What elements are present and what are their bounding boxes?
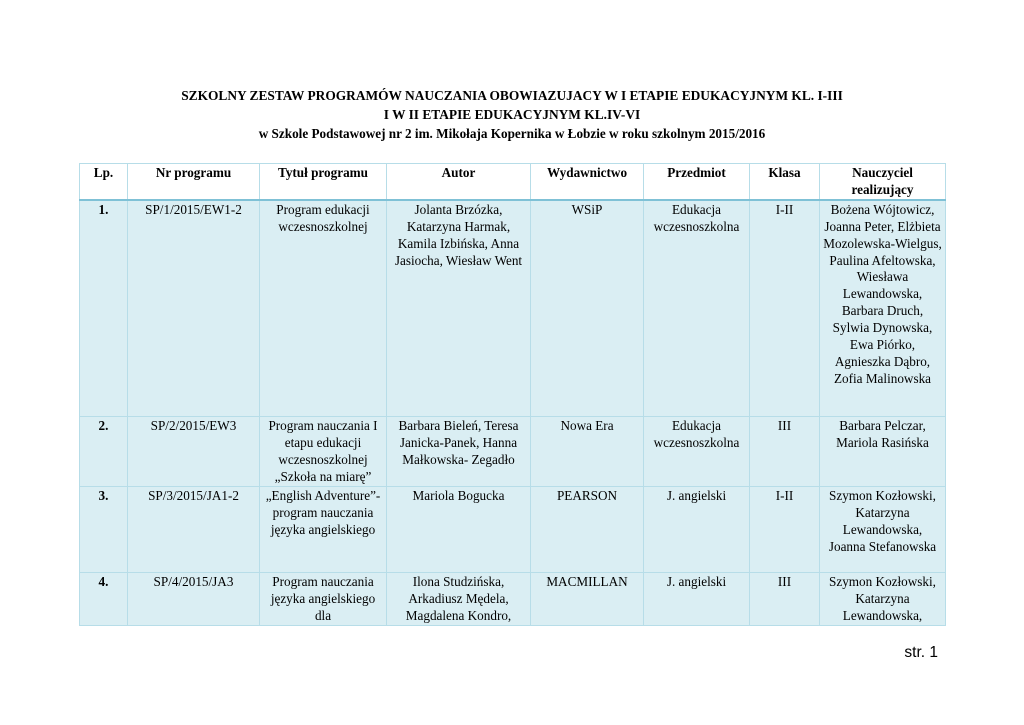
cell-wydawnictwo: MACMILLAN <box>531 572 644 625</box>
cell-lp: 3. <box>80 486 128 572</box>
column-header-wydawnictwo: Wydawnictwo <box>531 164 644 200</box>
cell-nauczyciel: Bożena Wójtowicz, Joanna Peter, Elżbieta Mozolewska-Wielgus, Paulina Afeltowska, Wiesława Lewandowska, Barbara Druch, Sylwia Dynowska, Ewa Piórko, Agnieszka Dąbro, Zofia Malinowska <box>820 200 946 417</box>
cell-nauczyciel: Szymon Kozłowski, Katarzyna Lewandowska, Joanna Stefanowska <box>820 486 946 572</box>
cell-tytul-programu: Program nauczania języka angielskiego dla <box>260 572 387 625</box>
header-title-line-2: I W II ETAPIE EDUKACYJNYM KL.IV-VI <box>383 107 641 122</box>
cell-lp: 4. <box>80 572 128 625</box>
programs-table <box>79 163 946 626</box>
cell-autor: Mariola Bogucka <box>387 486 531 572</box>
cell-nr-programu: SP/4/2015/JA3 <box>128 572 260 625</box>
page-number: str. 1 <box>904 644 938 661</box>
cell-tytul-programu: „English Adventure”- program nauczania języka angielskiego <box>260 486 387 572</box>
cell-klasa: III <box>750 572 820 625</box>
cell-lp: 2. <box>80 417 128 487</box>
column-header-klasa: Klasa <box>750 164 820 200</box>
cell-tytul-programu: Program edukacji wczesnoszkolnej <box>260 200 387 417</box>
column-header-przedmiot: Przedmiot <box>644 164 750 200</box>
cell-autor: Ilona Studzińska, Arkadiusz Mędela, Magdalena Kondro, <box>387 572 531 625</box>
table-row <box>80 572 946 625</box>
cell-lp: 1. <box>80 200 128 417</box>
cell-nr-programu: SP/1/2015/EW1-2 <box>128 200 260 417</box>
table-row <box>80 200 946 417</box>
cell-przedmiot: Edukacja wczesnoszkolna <box>644 200 750 417</box>
cell-przedmiot: Edukacja wczesnoszkolna <box>644 417 750 487</box>
column-header-nr-programu: Nr programu <box>128 164 260 200</box>
table-row <box>80 486 946 572</box>
cell-nr-programu: SP/3/2015/JA1-2 <box>128 486 260 572</box>
cell-przedmiot: J. angielski <box>644 572 750 625</box>
cell-klasa: I-II <box>750 200 820 417</box>
column-header-tytul-programu: Tytuł programu <box>260 164 387 200</box>
cell-przedmiot: J. angielski <box>644 486 750 572</box>
cell-klasa: III <box>750 417 820 487</box>
cell-wydawnictwo: PEARSON <box>531 486 644 572</box>
header-title-line-1: SZKOLNY ZESTAW PROGRAMÓW NAUCZANIA OBOWIAZUJACY W I ETAPIE EDUKACYJNYM KL. I-III <box>181 88 843 103</box>
cell-nauczyciel: Barbara Pelczar, Mariola Rasińska <box>820 417 946 487</box>
cell-wydawnictwo: WSiP <box>531 200 644 417</box>
table-header-row <box>80 164 946 200</box>
header-subtitle: w Szkole Podstawowej nr 2 im. Mikołaja Kopernika w Łobzie w roku szkolnym 2015/2016 <box>258 126 766 141</box>
cell-nauczyciel: Szymon Kozłowski, Katarzyna Lewandowska, <box>820 572 946 625</box>
document-header <box>0 86 1024 143</box>
cell-autor: Barbara Bieleń, Teresa Janicka-Panek, Hanna Małkowska- Zegadło <box>387 417 531 487</box>
column-header-nauczyciel: Nauczyciel realizujący <box>820 164 946 200</box>
cell-klasa: I-II <box>750 486 820 572</box>
cell-wydawnictwo: Nowa Era <box>531 417 644 487</box>
cell-autor: Jolanta Brzózka, Katarzyna Harmak, Kamila Izbińska, Anna Jasiocha, Wiesław Went <box>387 200 531 417</box>
table-row <box>80 417 946 487</box>
cell-nr-programu: SP/2/2015/EW3 <box>128 417 260 487</box>
column-header-autor: Autor <box>387 164 531 200</box>
column-header-lp: Lp. <box>80 164 128 200</box>
cell-tytul-programu: Program nauczania I etapu edukacji wczesnoszkolnej „Szkoła na miarę” <box>260 417 387 487</box>
